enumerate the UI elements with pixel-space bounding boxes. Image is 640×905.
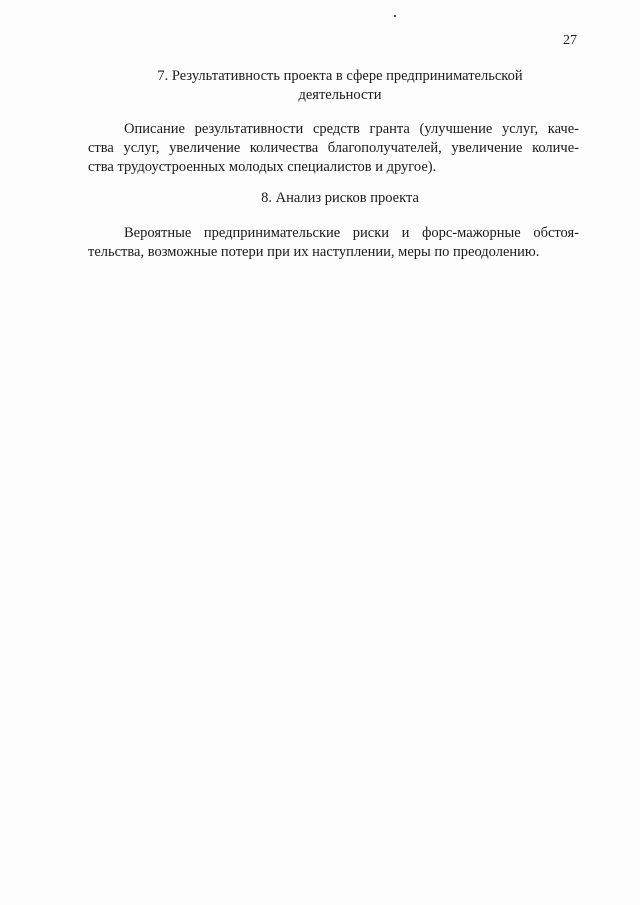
- section-7-body-line-2: ства услуг, увеличение количества благополучателей, увеличение количе-: [88, 140, 579, 156]
- section-8-body-line-1: Вероятные предпринимательские риски и форс-мажорные обстоя-: [124, 225, 579, 241]
- page-number: 27: [563, 33, 577, 48]
- section-7-body-line-3: ства трудоустроенных молодых специалистов и другое).: [88, 159, 437, 175]
- section-8-body: [88, 224, 579, 262]
- section-7-title: [100, 67, 580, 105]
- section-8-title-line-1: 8. Анализ рисков проекта: [261, 190, 419, 206]
- scan-speck: [394, 15, 396, 17]
- section-7-body: [88, 120, 579, 177]
- section-7-body-line-1: Описание результативности средств гранта (улучшение услуг, каче-: [124, 121, 579, 137]
- section-8-title: [100, 189, 580, 208]
- section-7-title-line-2: деятельности: [298, 87, 382, 103]
- section-7-title-line-1: 7. Результативность проекта в сфере предпринимательской: [157, 68, 523, 84]
- section-8-body-line-2: тельства, возможные потери при их наступлении, меры по преодолению.: [88, 244, 540, 260]
